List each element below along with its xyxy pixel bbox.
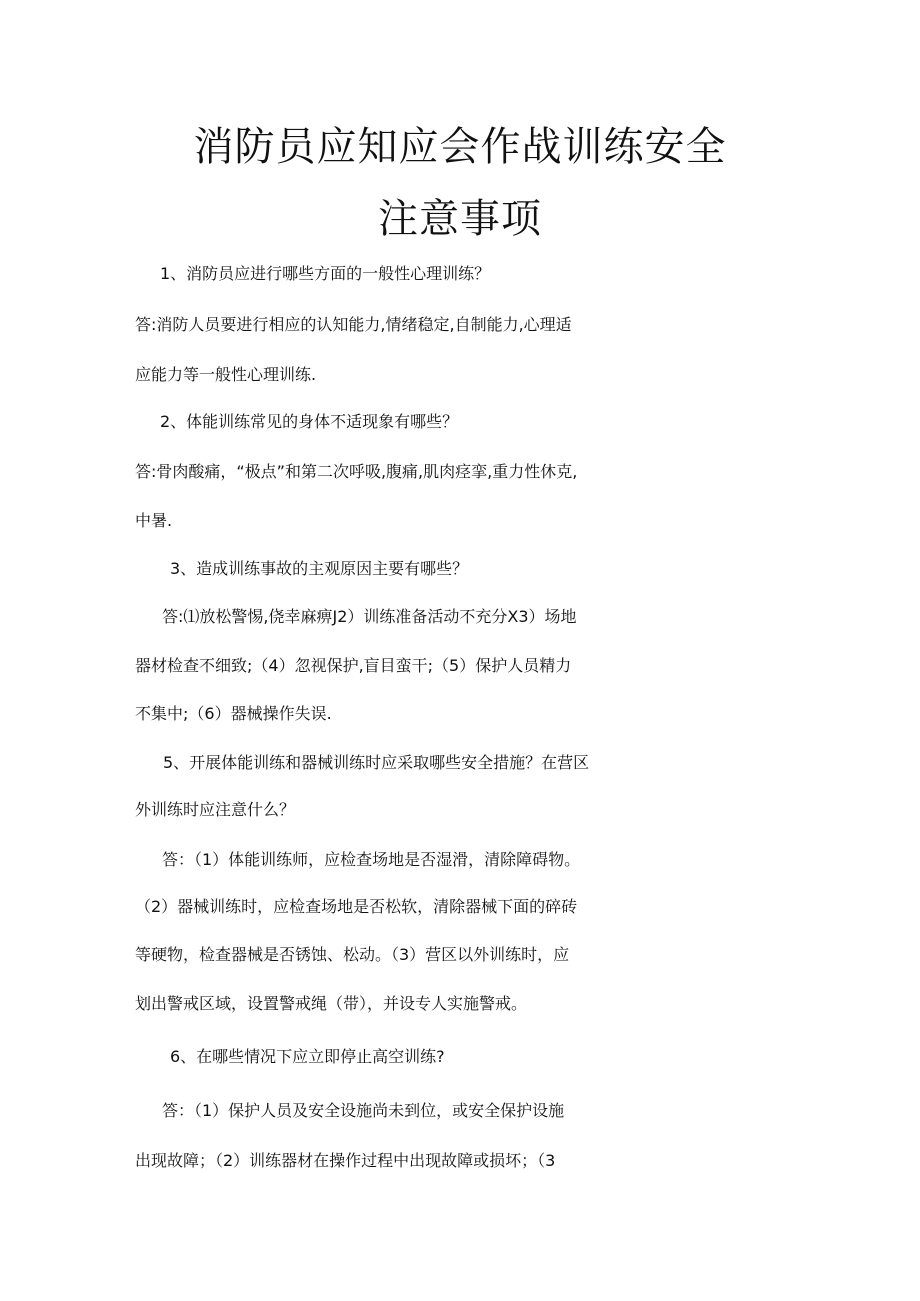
answer-6-line-2: 出现故障；（2）训练器材在操作过程中出现故障或损坏；（3 (135, 1151, 556, 1170)
question-3: 3、造成训练事故的主观原因主要有哪些？ (170, 559, 469, 578)
answer-2-line-2: 中暑. (135, 511, 173, 530)
answer-5-line-3: 等硬物，检查器械是否锈蚀、松动。（3）营区以外训练时，应 (135, 945, 570, 964)
answer-6-line-1: 答：（1）保护人员及安全设施尚未到位，或安全保护设施 (162, 1101, 565, 1120)
question-5-line-2: 外训练时应注意什么？ (135, 800, 296, 819)
document-title-line-2: 注意事项 (378, 196, 542, 242)
answer-5-line-4: 划出警戒区域，设置警戒绳（带），并设专人实施警戒。 (135, 994, 528, 1013)
answer-2-line-1: 答:骨肉酸痛，“极点”和第二次呼吸,腹痛,肌肉痉挛,重力性休克, (135, 462, 578, 481)
answer-5-line-2: （2）器械训练时，应检查场地是否松软，清除器械下面的碎砖 (135, 897, 578, 916)
answer-1-line-2: 应能力等一般性心理训练. (135, 365, 317, 384)
question-2: 2、体能训练常见的身体不适现象有哪些？ (160, 412, 459, 431)
answer-3-line-2: 器材检查不细致;（4）忽视保护,盲目蛮干;（5）保护人员精力 (135, 656, 572, 675)
document-title-line-1: 消防员应知应会作战训练安全 (193, 124, 727, 170)
question-6: 6、在哪些情况下应立即停止高空训练? (170, 1047, 445, 1066)
answer-5-line-1: 答：（1）体能训练师，应检查场地是否湿滑，清除障碍物。 (162, 850, 581, 869)
question-5-line-1: 5、开展体能训练和器械训练时应采取哪些安全措施？在营区 (163, 753, 590, 772)
question-1: 1、消防员应进行哪些方面的一般性心理训练？ (160, 264, 491, 283)
answer-3-line-3: 不集中;（6）器械操作失误. (135, 704, 332, 723)
answer-3-line-1: 答:⑴放松警惕,侥幸麻痹J2）训练准备活动不充分X3）场地 (162, 607, 577, 626)
answer-1-line-1: 答:消防人员要进行相应的认知能力,情绪稳定,自制能力,心理适 (135, 315, 572, 334)
